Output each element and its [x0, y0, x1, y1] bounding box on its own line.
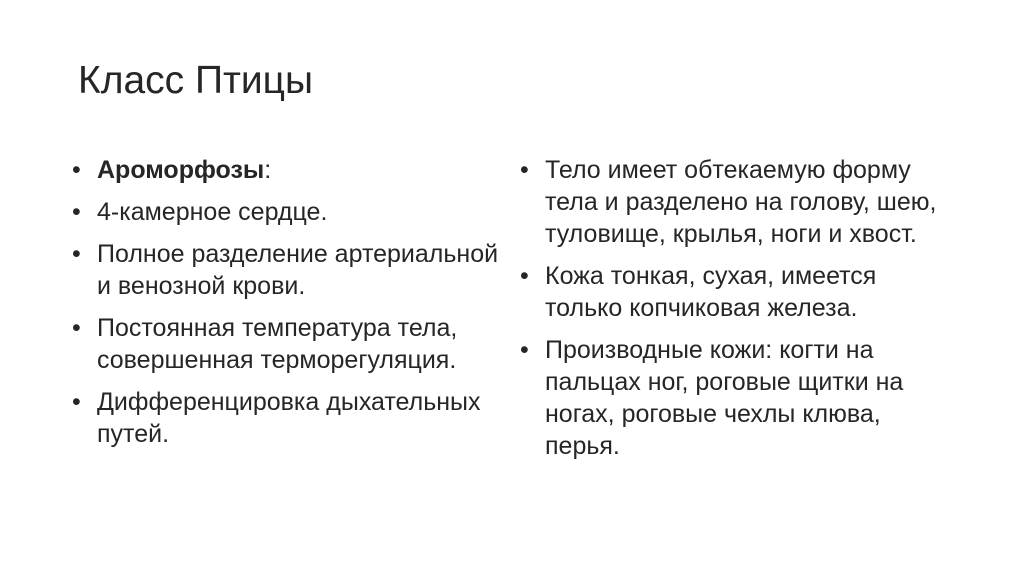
right-bullet-list	[520, 154, 950, 472]
bullet-icon: •	[72, 198, 81, 226]
item-text: Постоянная температура тела, совершенная терморегуляция.	[97, 314, 458, 374]
slide-title: Класс Птицы	[78, 59, 314, 102]
list-item	[520, 260, 950, 324]
bullet-icon: •	[520, 156, 529, 184]
bullet-icon: •	[72, 156, 81, 184]
list-item	[72, 238, 512, 302]
item-bold-text: Ароморфозы	[97, 156, 265, 184]
list-item	[520, 334, 950, 462]
item-text: Производные кожи: когти на пальцах ног, роговые щитки на ногах, роговые чехлы клюва, перья.	[545, 336, 904, 460]
item-text: Полное разделение артериальной и венозной крови.	[97, 240, 499, 300]
left-bullet-list	[72, 154, 512, 460]
bullet-icon: •	[72, 240, 81, 268]
bullet-icon: •	[72, 314, 81, 342]
item-text: :	[264, 156, 272, 184]
list-item	[72, 312, 512, 376]
list-item	[72, 196, 512, 228]
bullet-icon: •	[520, 336, 529, 364]
item-text: Дифференцировка дыхательных путей.	[97, 388, 481, 448]
list-item	[520, 154, 950, 250]
list-item	[72, 386, 512, 450]
item-text: Кожа тонкая, сухая, имеется только копчиковая железа.	[545, 262, 877, 322]
bullet-icon: •	[72, 388, 81, 416]
item-text: Тело имеет обтекаемую форму тела и разделено на голову, шею, туловище, крылья, ноги и хвост.	[545, 156, 937, 248]
list-item	[72, 154, 512, 186]
bullet-icon: •	[520, 262, 529, 290]
item-text: 4-камерное сердце.	[97, 198, 328, 226]
